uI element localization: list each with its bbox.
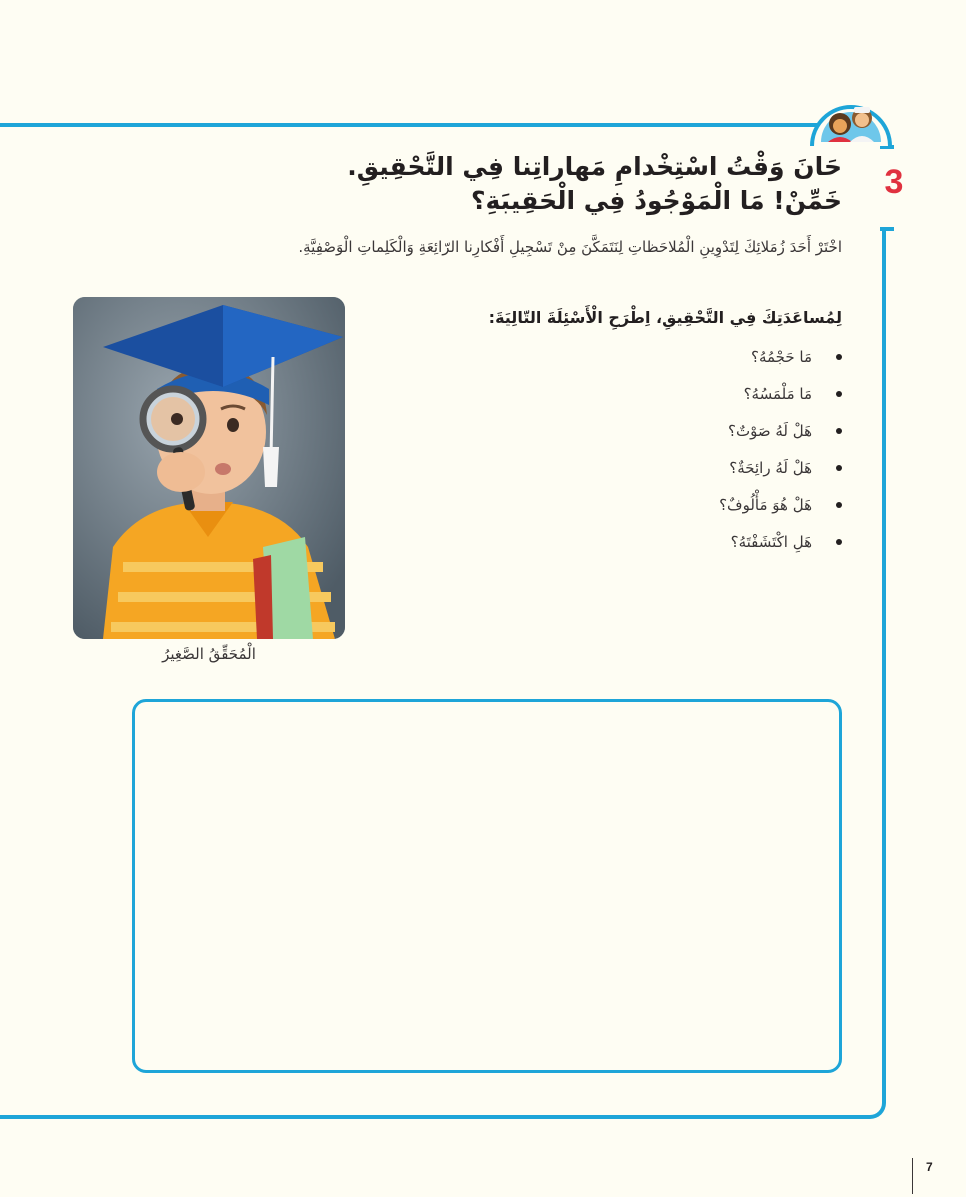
bullet-icon [836, 502, 842, 508]
section-title [347, 150, 842, 218]
bullet-icon [836, 354, 842, 360]
list-item [719, 456, 842, 493]
question-text: مَا حَجْمُهُ؟ [750, 348, 812, 366]
notes-answer-box[interactable] [132, 699, 842, 1073]
questions-heading: لِمُساعَدَتِكَ فِي التَّحْقِيقِ، اِطْرَحِ الْأَسْئِلَةَ التّالِيَةَ: [488, 308, 842, 327]
list-item [719, 382, 842, 419]
section-number: 3 [884, 163, 904, 201]
questions-list [719, 345, 842, 567]
list-item [719, 419, 842, 456]
child-with-magnifier-illustration [73, 297, 345, 639]
list-item [719, 530, 842, 567]
question-text: هَلْ لَهُ صَوْتٌ؟ [728, 422, 812, 440]
page-number: 7 [926, 1160, 933, 1174]
question-text: هَلِ اكْتَشَفْتَهُ؟ [730, 533, 812, 551]
list-item [719, 493, 842, 530]
bullet-icon [836, 465, 842, 471]
title-line-2: خَمِّنْ! مَا الْمَوْجُودُ فِي الْحَقِيبَةِ؟ [471, 186, 842, 215]
photo-caption: الْمُحَقِّقُ الصَّغِيرُ [162, 645, 256, 663]
frame-tick-bottom [880, 227, 894, 231]
question-text: مَا مَلْمَسُهُ؟ [743, 385, 812, 403]
title-line-1: حَانَ وَقْتُ اسْتِخْدامِ مَهاراتِنا فِي التَّحْقِيقِ. [347, 152, 842, 181]
list-item [719, 345, 842, 382]
bullet-icon [836, 391, 842, 397]
investigator-photo [73, 297, 345, 639]
bullet-icon [836, 428, 842, 434]
instruction-text: اخْتَرْ أَحَدَ زُمَلائِكَ لِتَدْوِينِ الْمُلاحَظاتِ لِنَتَمَكَّنَ مِنْ تَسْجِيلِ أَفْكارِنا الرّائِعَةِ وَالْكَلِماتِ الْوَصْفِيَّةِ. [298, 238, 842, 256]
question-text: هَلْ هُوَ مَأْلُوفٌ؟ [719, 496, 812, 514]
group-avatars-icon [808, 80, 894, 146]
question-text: هَلْ لَهُ رائِحَةٌ؟ [729, 459, 812, 477]
bullet-icon [836, 539, 842, 545]
page-number-divider [912, 1158, 913, 1194]
